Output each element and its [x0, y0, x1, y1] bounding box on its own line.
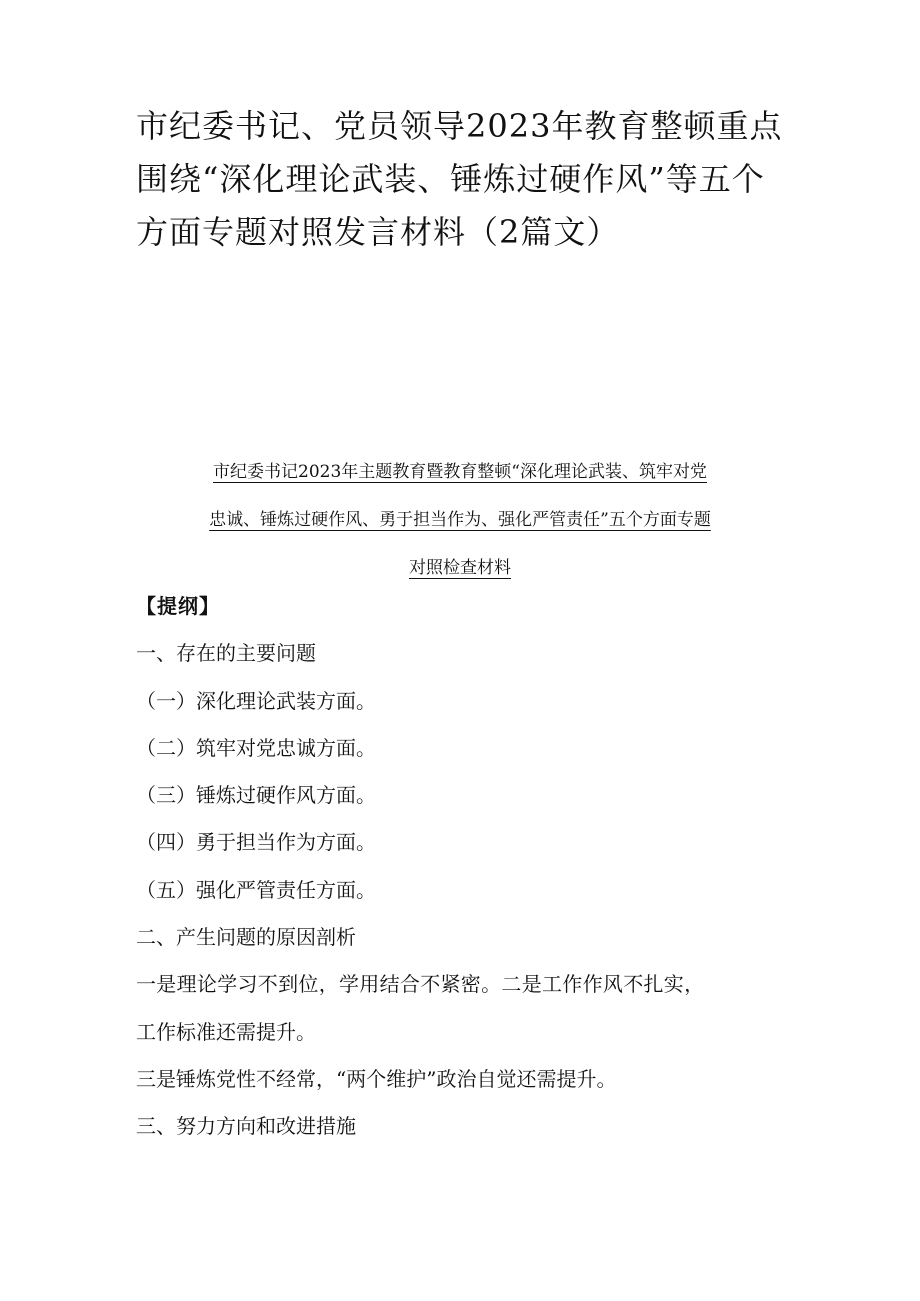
subtitle-line: 忠诚、锤炼过硬作风、勇于担当作为、强化严管责任”五个方面专题 [209, 510, 711, 530]
section-heading-measures: 三、努力方向和改进措施 [136, 1114, 356, 1139]
title-line: 围绕“深化理论武装、锤炼过硬作风”等五个 [136, 160, 765, 198]
outline-item: （二）筑牢对党忠诚方面。 [136, 735, 376, 760]
cause-paragraph-line: 三是锤炼党性不经常，“两个维护”政治自觉还需提升。 [136, 1066, 617, 1091]
cause-paragraph-line: 工作标准还需提升。 [136, 1019, 316, 1044]
cause-paragraph-line: 一是理论学习不到位，学用结合不紧密。二是工作作风不扎实， [136, 972, 705, 997]
outline-item: （一）深化理论武装方面。 [136, 688, 376, 713]
title-line: 市纪委书记、党员领导2023年教育整顿重点 [136, 107, 783, 145]
title-line: 方面专题对照发言材料（2篇文） [136, 213, 620, 251]
outline-item: （三）锤炼过硬作风方面。 [136, 783, 376, 808]
outline-section [136, 583, 826, 1151]
document-title [136, 100, 836, 259]
section-heading-problems: 一、存在的主要问题 [136, 641, 316, 666]
subtitle-line: 市纪委书记2023年主题教育暨教育整顿“深化理论武装、筑牢对党 [213, 462, 707, 482]
subtitle-line: 对照检查材料 [409, 558, 511, 578]
outline-heading: 【提纲】 [136, 594, 220, 618]
document-subtitle [150, 448, 770, 592]
outline-item: （五）强化严管责任方面。 [136, 877, 376, 902]
section-heading-causes: 二、产生问题的原因剖析 [136, 925, 356, 950]
outline-item: （四）勇于担当作为方面。 [136, 830, 376, 855]
